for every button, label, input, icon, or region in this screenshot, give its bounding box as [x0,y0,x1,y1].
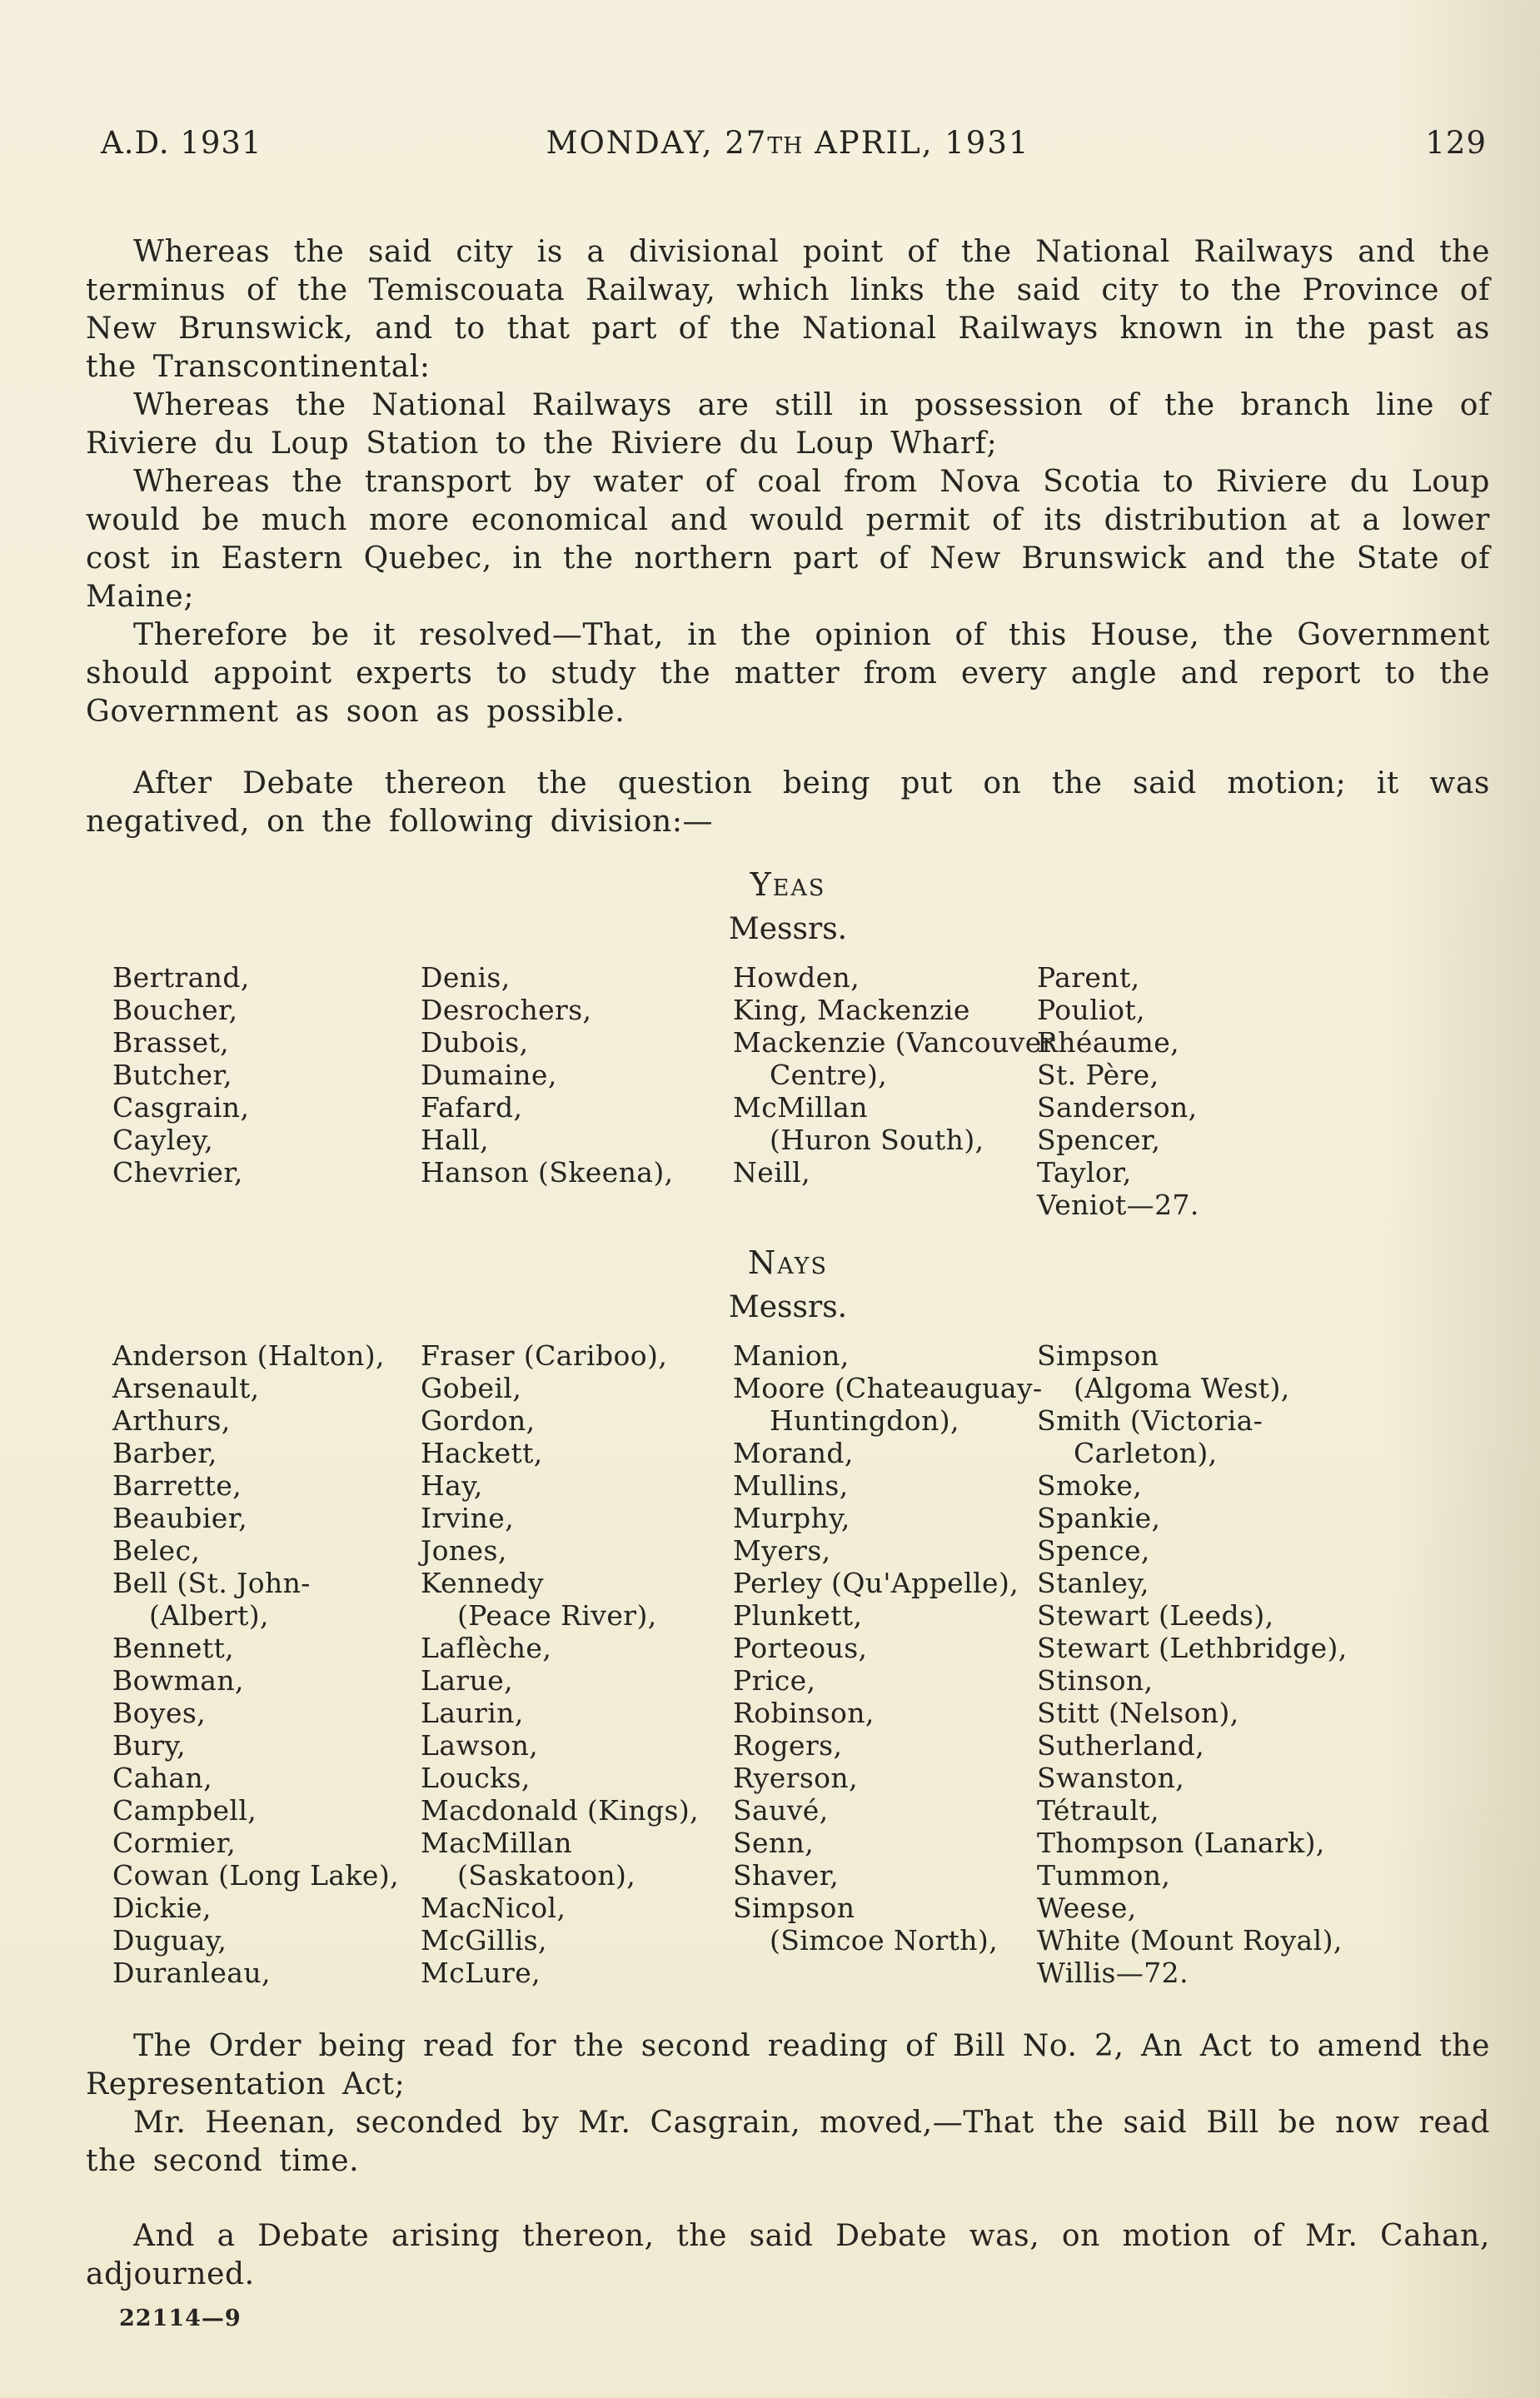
division-member-name: Perley (Qu'Appelle), [733,1567,1019,1599]
division-member-name: Brasset, [112,1026,230,1059]
division-member-name: White (Mount Royal), [1037,1924,1343,1957]
nays-columns [112,1339,1490,1989]
division-member-name: (Algoma West), [1074,1372,1290,1404]
division-member-name: MacMillan [421,1827,572,1859]
division-member-name: Anderson (Halton), [112,1339,385,1372]
division-member-name: King, Mackenzie [733,994,970,1026]
division-member-name: Rogers, [733,1729,843,1762]
division-member-name: Boyes, [112,1697,207,1729]
whereas-paragraph-2: Whereas the National Railways are still in possession of the branch line of Riviere du Loup Station to the Riviere du Loup Wharf; [86,388,1490,461]
division-member-name: (Peace River), [457,1599,657,1632]
division-member-name: Senn, [733,1827,815,1859]
division-member-name: Jones, [421,1534,507,1567]
division-member-name: Cowan (Long Lake), [112,1859,399,1892]
division-member-name: Stewart (Lethbridge), [1037,1632,1348,1664]
division-member-name: Boucher, [112,994,238,1026]
division-member-name: Irvine, [421,1502,515,1534]
division-member-name: Plunkett, [733,1599,863,1632]
division-member-name: Gobeil, [421,1372,522,1404]
division-member-name: Myers, [733,1534,831,1567]
yeas-heading: Yeas [750,866,826,903]
division-member-name: (Huron South), [770,1124,984,1156]
division-member-name: Bell (St. John- [112,1567,311,1599]
division-member-name: Larue, [421,1664,514,1697]
division-member-name: Tétrault, [1037,1794,1159,1827]
closing-block [86,2027,1490,2181]
division-member-name: (Simcoe North), [770,1924,999,1957]
yeas-column-4 [1037,961,1490,1221]
division-member-name: Hackett, [421,1437,543,1469]
division-member-name: Willis—72. [1037,1957,1189,1989]
division-member-name: Barrette, [112,1469,242,1502]
division-member-name: Belec, [112,1534,201,1567]
after-debate-paragraph: After Debate thereon the question being put on the said motion; it was negatived, on the following division:— [86,766,1490,839]
division-member-name: Casgrain, [112,1091,250,1124]
division-member-name: Murphy, [733,1502,850,1534]
division-member-name: Beaubier, [112,1502,248,1534]
division-member-name: Moore (Chateauguay- [733,1372,1043,1404]
header-title [86,125,1490,161]
division-member-name: Manion, [733,1339,850,1372]
division-member-name: Price, [733,1664,816,1697]
nays-column-1 [112,1339,421,1989]
division-member-name: Gordon, [421,1404,536,1437]
division-member-name: Denis, [421,961,511,994]
yeas-columns [112,961,1490,1221]
division-member-name: Simpson [733,1892,855,1924]
division-member-name: Cahan, [112,1762,212,1794]
whereas-paragraph-1: Whereas the said city is a divisional point of the National Railways and the terminus of the Temiscouata Railway, which links the said city to the Province of New Brunswick, and to that part of the National Railways known in the past as the Transcontinental: [86,235,1490,384]
division-member-name: Morand, [733,1437,854,1469]
division-member-name: (Albert), [149,1599,269,1632]
division-member-name: Parent, [1037,961,1140,994]
division-member-name: Duranleau, [112,1957,271,1989]
division-member-name: Neill, [733,1156,810,1189]
division-member-name: Desrochers, [421,994,592,1026]
division-member-name: Taylor, [1037,1156,1132,1189]
division-member-name: Sanderson, [1037,1091,1198,1124]
yeas-column-3 [733,961,1055,1221]
header-era: A.D. 1931 [101,125,262,161]
division-member-name: Cormier, [112,1827,237,1859]
division-member-name: Simpson [1037,1339,1159,1372]
division-member-name: Rhéaume, [1037,1026,1180,1059]
division-member-name: Laflèche, [421,1632,552,1664]
division-member-name: Stitt (Nelson), [1037,1697,1239,1729]
division-member-name: Stinson, [1037,1664,1154,1697]
order-paragraph: The Order being read for the second reading of Bill No. 2, An Act to amend the Representation Act; [86,2029,1490,2101]
page-number: 129 [1425,125,1487,161]
division-member-name: Chevrier, [112,1156,243,1189]
division-member-name: Lawson, [421,1729,539,1762]
division-member-name: Bertrand, [112,961,250,994]
yeas-messrs-label: Messrs. [728,912,848,946]
division-member-name: Veniot—27. [1037,1189,1199,1221]
division-member-name: Butcher, [112,1059,232,1091]
division-member-name: Smith (Victoria- [1037,1404,1263,1437]
division-member-name: Smoke, [1037,1469,1143,1502]
nays-column-4 [1037,1339,1490,1989]
nays-column-2 [421,1339,733,1989]
division-member-name: Cayley, [112,1124,214,1156]
division-member-name: Laurin, [421,1697,524,1729]
division-member-name: St. Père, [1037,1059,1159,1091]
division-member-name: Howden, [733,961,860,994]
division-member-name: Spence, [1037,1534,1150,1567]
division-member-name: Duguay, [112,1924,227,1957]
division-member-name: Carleton), [1074,1437,1218,1469]
nays-heading: Nays [748,1244,828,1281]
division-member-name: Campbell, [112,1794,257,1827]
division-member-name: Sauvé, [733,1794,829,1827]
division-member-name: Stewart (Leeds), [1037,1599,1274,1632]
division-member-name: Tummon, [1037,1859,1171,1892]
division-member-name: Hanson (Skeena), [421,1156,674,1189]
division-member-name: Dubois, [421,1026,529,1059]
division-member-name: Bennett, [112,1632,235,1664]
page-header [86,125,1490,165]
division-member-name: Arthurs, [112,1404,231,1437]
yeas-column-2 [421,961,733,1221]
resolved-paragraph: Therefore be it resolved—That, in the opinion of this House, the Government should appoint experts to study the matter from every angle and report to the Government as soon as possible. [86,618,1490,729]
division-member-name: Dumaine, [421,1059,557,1091]
header-title-pre: MONDAY, 27 [546,125,768,161]
header-title-ordinal: TH [767,133,804,159]
nays-messrs-label: Messrs. [728,1290,848,1324]
division-member-name: Ryerson, [733,1762,858,1794]
division-member-name: Barber, [112,1437,217,1469]
division-member-name: Porteous, [733,1632,868,1664]
division-member-name: McGillis, [421,1924,547,1957]
division-member-name: Macdonald (Kings), [421,1794,699,1827]
print-signature: 22114—9 [119,2306,242,2331]
division-member-name: Huntingdon), [770,1404,959,1437]
division-member-name: Arsenault, [112,1372,260,1404]
division-member-name: Thompson (Lanark), [1037,1827,1325,1859]
division-member-name: Bowman, [112,1664,244,1697]
division-member-name: Centre), [770,1059,888,1091]
division-member-name: Spankie, [1037,1502,1161,1534]
division-member-name: Hay, [421,1469,483,1502]
division-member-name: Dickie, [112,1892,212,1924]
division-member-name: Mullins, [733,1469,849,1502]
division-member-name: Kennedy [421,1567,544,1599]
division-member-name: Sutherland, [1037,1729,1205,1762]
division-member-name: Fraser (Cariboo), [421,1339,668,1372]
division-member-name: Spencer, [1037,1124,1161,1156]
division-member-name: Stanley, [1037,1567,1149,1599]
motion-paragraph: Mr. Heenan, seconded by Mr. Casgrain, moved,—That the said Bill be now read the second time. [86,2106,1490,2178]
adjournment-paragraph: And a Debate arising thereon, the said Debate was, on motion of Mr. Cahan, adjourned. [86,2219,1490,2291]
header-title-post: APRIL, 1931 [803,125,1030,161]
division-member-name: McMillan [733,1091,868,1124]
nays-column-3 [733,1339,1043,1989]
division-member-name: Weese, [1037,1892,1137,1924]
whereas-paragraph-3: Whereas the transport by water of coal from Nova Scotia to Riviere du Loup would be much more economical and would permit of its distribution at a lower cost in Eastern Quebec, in the northern part of New Brunswick and the State of Maine; [86,465,1490,614]
division-member-name: McLure, [421,1957,541,1989]
division-member-name: MacNicol, [421,1892,566,1924]
division-member-name: Bury, [112,1729,187,1762]
division-member-name: Robinson, [733,1697,875,1729]
division-member-name: Shaver, [733,1859,840,1892]
division-member-name: Pouliot, [1037,994,1145,1026]
division-member-name: (Saskatoon), [457,1859,636,1892]
division-member-name: Loucks, [421,1762,531,1794]
division-member-name: Swanston, [1037,1762,1185,1794]
division-member-name: Fafard, [421,1091,523,1124]
division-member-name: Mackenzie (Vancouver [733,1026,1055,1059]
yeas-column-1 [112,961,421,1221]
division-member-name: Hall, [421,1124,490,1156]
